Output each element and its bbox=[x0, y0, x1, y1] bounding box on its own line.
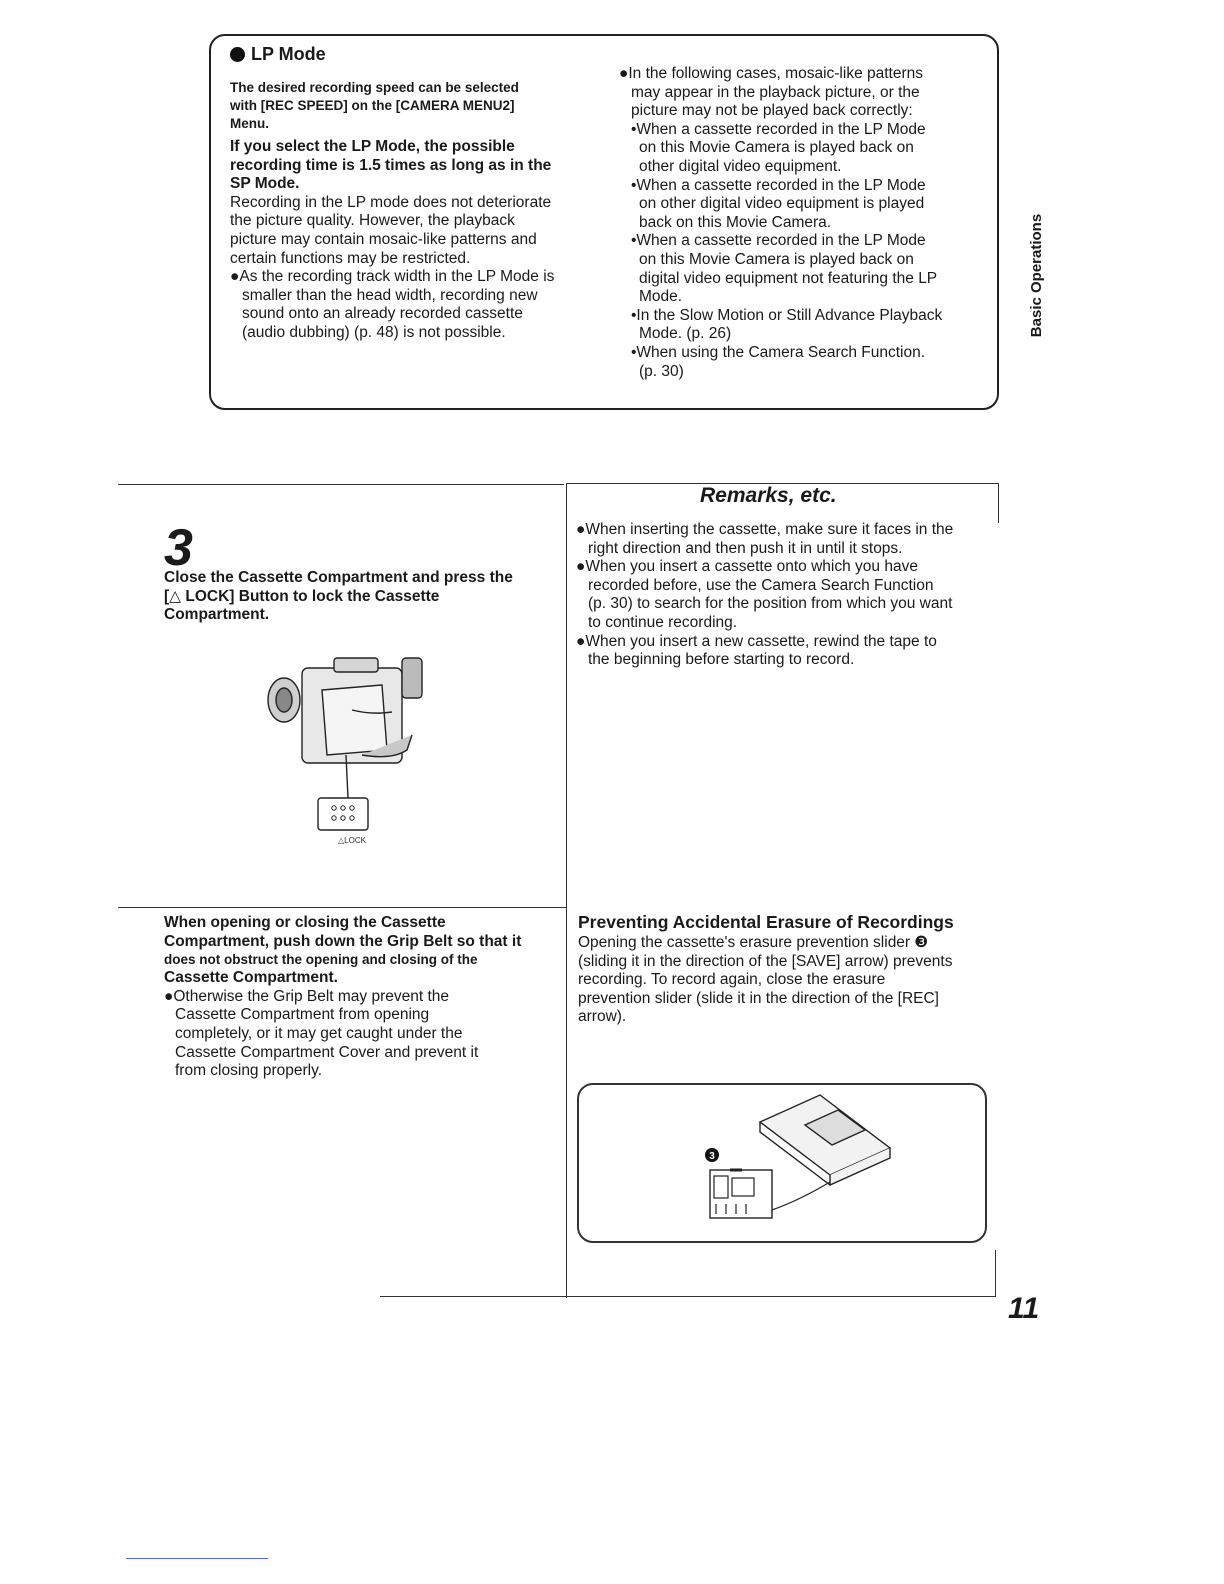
grip-note-line: does not obstruct the opening and closing of the bbox=[164, 952, 478, 968]
grip-note-line: Cassette Compartment. bbox=[164, 969, 338, 987]
lp-right-line: •When a cassette recorded in the LP Mode bbox=[631, 176, 926, 194]
viewfinder bbox=[402, 658, 422, 698]
remarks-title: Remarks, etc. bbox=[700, 484, 837, 507]
step-number: 3 bbox=[164, 519, 193, 577]
erasure-line: prevention slider (slide it in the direction of the [REC] bbox=[578, 989, 939, 1007]
camera-lens-inner bbox=[276, 688, 292, 712]
lp-right-line: •When using the Camera Search Function. bbox=[631, 343, 926, 361]
lp-right-line: •When a cassette recorded in the LP Mode bbox=[631, 120, 926, 138]
lp-intro bbox=[230, 79, 600, 133]
callout-number: 3 bbox=[709, 1151, 715, 1162]
lp-mode-left-column bbox=[230, 79, 600, 343]
lp-quality-line: picture may contain mosaic-like patterns and bbox=[230, 230, 537, 248]
remarks-line: the beginning before starting to record. bbox=[588, 651, 855, 669]
lp-intro-line: The desired recording speed can be selected bbox=[230, 80, 519, 95]
lp-right-line: (p. 30) bbox=[639, 362, 684, 380]
camera-illustration bbox=[262, 640, 432, 855]
step-line: [△ LOCK] Button to lock the Cassette bbox=[164, 587, 440, 605]
remarks-line: ●When inserting the cassette, make sure it faces in the bbox=[576, 521, 954, 538]
grip-note bbox=[164, 914, 559, 1081]
erasure-title: Preventing Accidental Erasure of Recordings bbox=[578, 912, 954, 932]
remarks-line: ●When you insert a new cassette, rewind the tape to bbox=[576, 632, 937, 650]
lp-intro-line: with [REC SPEED] on the [CAMERA MENU2] bbox=[230, 98, 515, 113]
remarks-line: right direction and then push it in until it stops. bbox=[588, 539, 903, 557]
remarks-line: recorded before, use the Camera Search Function bbox=[588, 576, 934, 594]
erasure-text bbox=[578, 934, 996, 1027]
cassette-illustration bbox=[690, 1090, 900, 1230]
bottom-rule bbox=[380, 1296, 995, 1297]
remarks-right-rule bbox=[998, 483, 999, 523]
remarks-line: ●When you insert a cassette onto which you have bbox=[576, 558, 918, 576]
lp-dubbing-bullet bbox=[230, 268, 600, 342]
step-top-rule bbox=[118, 484, 564, 485]
grip-bullet-line: ●Otherwise the Grip Belt may prevent the bbox=[164, 987, 450, 1005]
bottom-right-rule bbox=[995, 1250, 996, 1297]
lp-right-line: •When a cassette recorded in the LP Mode bbox=[631, 232, 926, 250]
grip-bullet-line: Cassette Compartment Cover and prevent it bbox=[175, 1043, 479, 1061]
lp-quality-line: Recording in the LP mode does not deteriorate bbox=[230, 193, 552, 211]
lp-mode-title-text: LP Mode bbox=[251, 44, 326, 64]
page-number: 11 bbox=[1008, 1292, 1040, 1325]
lp-right-line: may appear in the playback picture, or the bbox=[631, 83, 920, 101]
lp-bullet-line: sound onto an already recorded cassette bbox=[242, 305, 523, 323]
step-instruction bbox=[164, 569, 559, 625]
lp-right-line: on this Movie Camera is played back on bbox=[639, 139, 914, 157]
column-divider bbox=[566, 483, 567, 1298]
lp-right-line: ●In the following cases, mosaic-like patterns bbox=[619, 65, 923, 82]
lp-quality-line: the picture quality. However, the playback bbox=[230, 212, 515, 230]
lp-quality-note bbox=[230, 194, 600, 268]
side-tab-label: Basic Operations bbox=[1028, 213, 1046, 337]
lp-right-line: digital video equipment not featuring the LP bbox=[639, 269, 938, 287]
side-tab bbox=[1017, 200, 1057, 350]
lp-time-line: SP Mode. bbox=[230, 175, 300, 193]
remarks-list bbox=[576, 521, 996, 670]
lp-bullet-line: (audio dubbing) (p. 48) is not possible. bbox=[242, 323, 506, 341]
bullet-dot-icon bbox=[230, 47, 245, 62]
grip-note-line: Compartment, push down the Grip Belt so that it bbox=[164, 932, 522, 950]
erasure-line: recording. To record again, close the erasure bbox=[578, 971, 886, 989]
lp-right-line: Mode. (p. 26) bbox=[639, 325, 732, 343]
lp-right-line: on other digital video equipment is played bbox=[639, 195, 925, 213]
lp-right-line: other digital video equipment. bbox=[639, 157, 842, 175]
lp-time-line: recording time is 1.5 times as long as in the bbox=[230, 156, 552, 174]
remarks-line: (p. 30) to search for the position from which you want bbox=[588, 595, 953, 613]
lp-bullet-line: smaller than the head width, recording new bbox=[242, 286, 538, 304]
lp-quality-line: certain functions may be restricted. bbox=[230, 249, 471, 267]
step-line: Compartment. bbox=[164, 606, 270, 624]
lp-right-line: picture may not be played back correctly: bbox=[631, 102, 913, 120]
lp-intro-line: Menu. bbox=[230, 116, 269, 131]
remarks-line: to continue recording. bbox=[588, 613, 738, 631]
lock-button-inset bbox=[318, 798, 368, 830]
grip-note-line: When opening or closing the Cassette bbox=[164, 914, 446, 931]
cassette-compartment bbox=[322, 685, 387, 755]
erasure-line: arrow). bbox=[578, 1008, 627, 1026]
lp-recording-time bbox=[230, 138, 600, 194]
step-line: Close the Cassette Compartment and press the bbox=[164, 569, 513, 586]
lock-label: △LOCK bbox=[338, 836, 366, 845]
lp-bullet-line: ●As the recording track width in the LP Mode is bbox=[230, 268, 555, 286]
grip-bullet-line: Cassette Compartment from opening bbox=[175, 1006, 430, 1024]
grip-bullet-line: from closing properly. bbox=[175, 1062, 323, 1080]
lp-right-line: back on this Movie Camera. bbox=[639, 213, 832, 231]
top-controls bbox=[334, 658, 378, 672]
lp-right-line: Mode. bbox=[639, 288, 683, 306]
lp-right-line: •In the Slow Motion or Still Advance Playback bbox=[631, 306, 943, 324]
lp-right-line: on this Movie Camera is played back on bbox=[639, 250, 914, 268]
grip-bullet-line: completely, or it may get caught under the bbox=[175, 1024, 463, 1042]
slider-inset bbox=[710, 1170, 772, 1218]
lp-mode-right-column bbox=[619, 65, 989, 381]
erasure-line: (sliding it in the direction of the [SAVE] arrow) prevents bbox=[578, 952, 953, 970]
grip-note-rule bbox=[118, 907, 566, 908]
lp-time-line: If you select the LP Mode, the possible bbox=[230, 138, 515, 155]
footer-link-line bbox=[126, 1558, 268, 1559]
erasure-line: Opening the cassette's erasure prevention slider ❸ bbox=[578, 934, 929, 951]
lp-mode-title bbox=[230, 44, 326, 65]
